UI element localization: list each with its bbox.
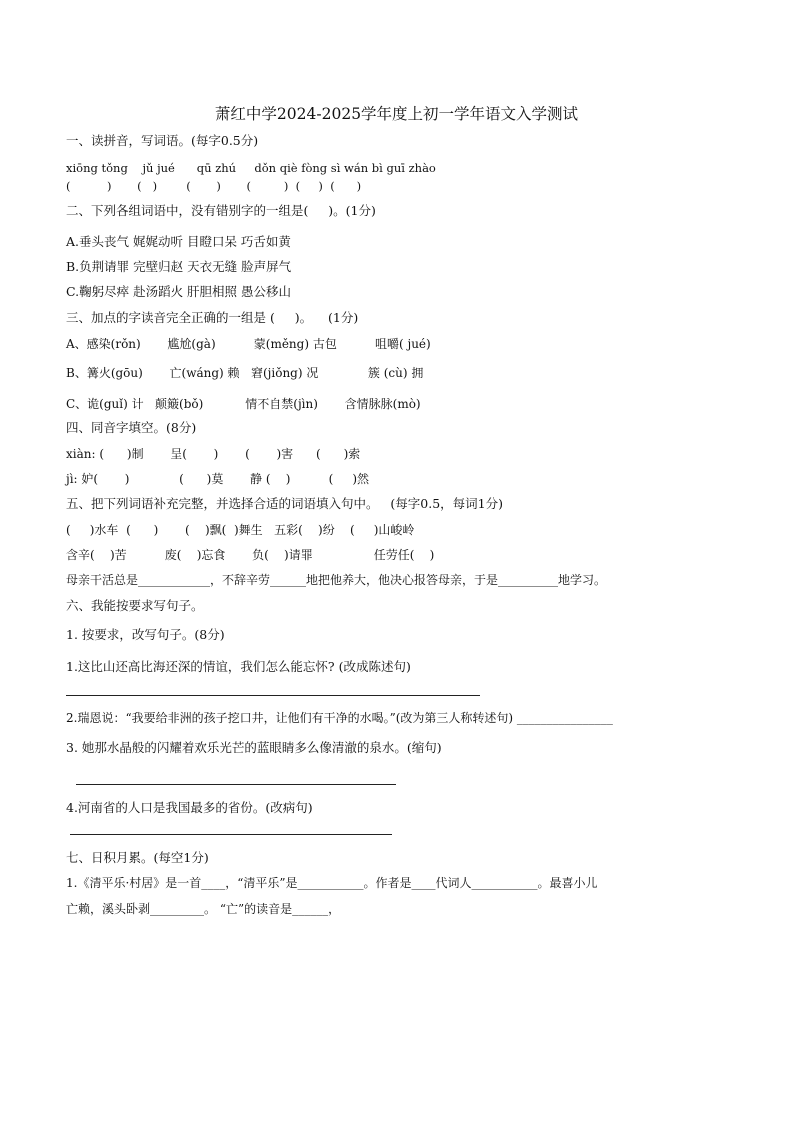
option-c-text: C.鞠躬尽瘁 赴汤蹈火 肝胆相照 愚公移山 — [66, 284, 292, 299]
option-b-text: B.负荆请罪 完壁归赵 天衣无缝 脸声屏气 — [66, 259, 292, 274]
answer-line-1[interactable] — [66, 695, 480, 696]
homophone-row-xian: xiàn: ( )制 呈( ) ( )害 ( )索 — [66, 447, 361, 461]
fill-in-sentence: 母亲干活总是____________，不辞辛劳______地把他养大，他决心报答母亲，于是__________地学习。 — [66, 573, 607, 587]
rewrite-question-2: 2.瑞恩说：“我要给非洲的孩子挖口井，让他们有干净的水喝。”(改为第三人称转述句) ________________ — [66, 711, 613, 725]
answer-line-4[interactable] — [70, 834, 392, 835]
pronunciation-option-a: A、感染(rǒn) 尴尬(gà) 蒙(měng) 古包 咀嚼( jué) — [66, 337, 431, 351]
section-7-heading: 七、日积月累。(每空1分) — [66, 850, 209, 865]
idiom-row-1: ( )水车 ( ) ( )飘( )舞生 五彩( )纷 ( )山峻岭 — [66, 523, 415, 537]
section-5-heading: 五、把下列词语补充完整，并选择合适的词语填入句中。 (每字0.5，每词1分) — [66, 496, 504, 511]
rewrite-question-1: 1.这比山还高比海还深的情谊，我们怎么能忘怀? (改成陈述句) — [66, 659, 411, 674]
rewrite-question-4: 4.河南省的人口是我国最多的省份。(改病句) — [66, 800, 313, 815]
poem-question-line-1: 1.《清平乐·村居》是一首____，“清平乐”是___________。作者是____代词人___________。最喜小儿 — [66, 876, 598, 890]
rewrite-question-3: 3. 她那水晶般的闪耀着欢乐光芒的蓝眼睛多么像清澈的泉水。(缩句) — [66, 740, 442, 755]
rewrite-instruction: 1. 按要求，改写句子。(8分) — [66, 627, 225, 642]
pronunciation-option-b: B、篝火(gōu) 亡(wáng) 赖 窘(jiǒng) 况 簇 (cù) 拥 — [66, 366, 424, 380]
exam-title: 萧红中学2024-2025学年度上初一学年语文入学测试 — [214, 105, 579, 123]
section-1-heading: 一、读拼音，写词语。(每字0.5分) — [66, 133, 259, 148]
pinyin-blanks-row: ( ) ( ) ( ) ( ) ( ) ( ) — [66, 179, 362, 193]
idiom-row-2: 含辛( )苦 废( )忘食 负( )请罪 任劳任( ) — [66, 548, 435, 562]
pinyin-row: xiōng tǒng jǔ jué qū zhú dǒn qiè fòng sì wán bì guī zhào — [66, 161, 436, 175]
section-2-heading: 二、下列各组词语中，没有错别字的一组是( )。(1分) — [66, 203, 376, 218]
section-6-heading: 六、我能按要求写句子。 — [66, 598, 204, 613]
option-a-text: A.垂头丧气 娓娓动听 目瞪口呆 巧舌如黄 — [66, 234, 291, 249]
answer-line-3[interactable] — [76, 784, 396, 785]
section-3-heading: 三、加点的字读音完全正确的一组是 ( )。 (1分) — [66, 310, 359, 325]
poem-question-line-2: 亡赖，溪头卧剥_________。 “亡”的读音是______， — [66, 902, 341, 916]
section-4-heading: 四、同音字填空。(8分) — [66, 420, 197, 435]
pronunciation-option-c: C、诡(guǐ) 计 颠簸(bǒ) 情不自禁(jìn) 含情脉脉(mò) — [66, 397, 421, 411]
homophone-row-ji: jì: 妒( ) ( )莫 静 ( ) ( )然 — [66, 472, 370, 486]
